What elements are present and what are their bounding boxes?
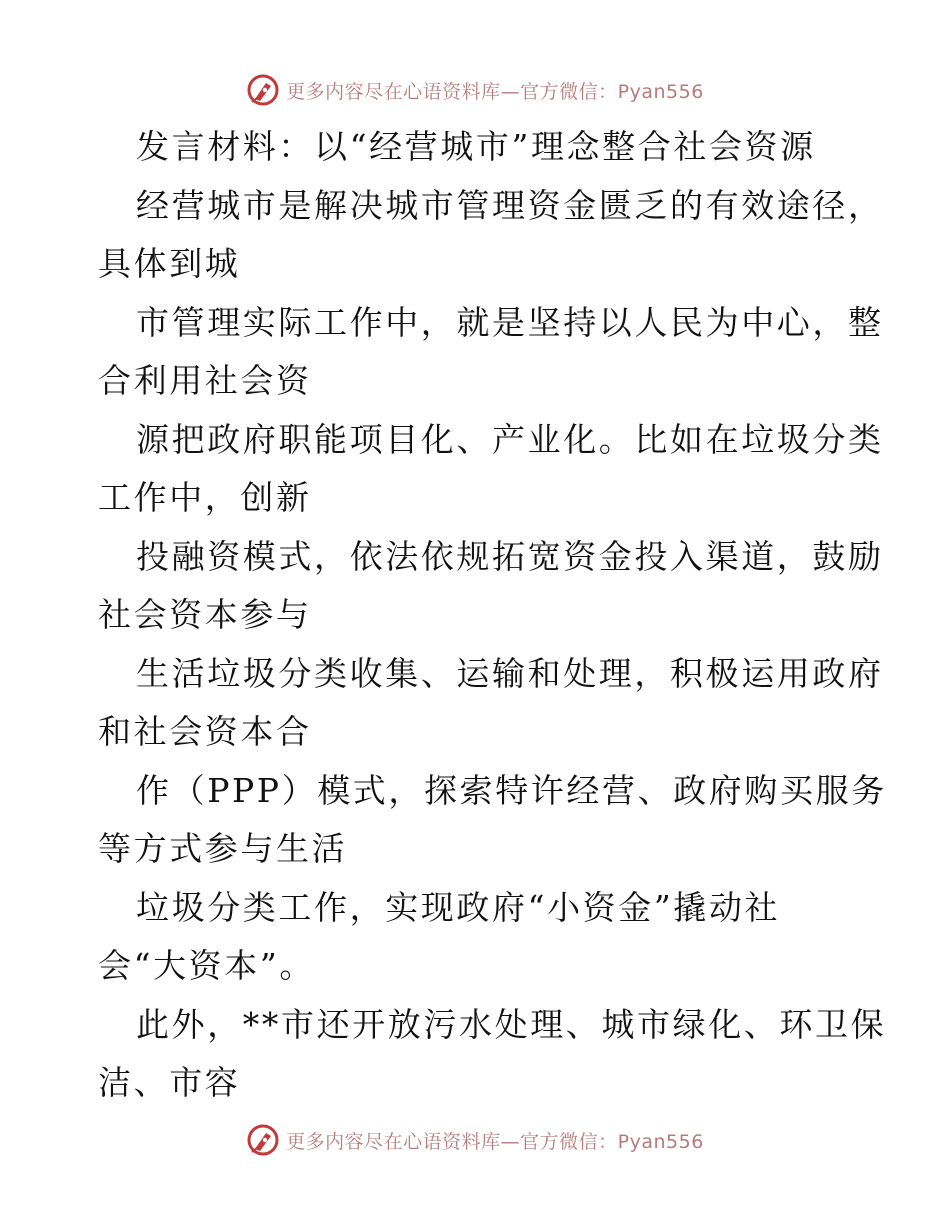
text-line: 垃圾分类工作，实现政府“小资金”撬动社 bbox=[136, 888, 781, 927]
text-line: 等方式参与生活 bbox=[98, 829, 348, 868]
text-line: 投融资模式，依法依规拓宽资金投入渠道，鼓励 bbox=[136, 537, 884, 576]
text-line: 经营城市是解决城市管理资金匮乏的有效途径， bbox=[136, 186, 884, 225]
text-line: 此外，**市还开放污水处理、城市绿化、环卫保 bbox=[136, 1005, 887, 1044]
text-line: 工作中，创新 bbox=[98, 478, 312, 517]
watermark-text: 更多内容尽在心语资料库—官方微信：Pyan556 bbox=[286, 1130, 704, 1153]
text-line: 作（PPP）模式，探索特许经营、政府购买服务 bbox=[136, 771, 887, 810]
pen-nib-logo-icon bbox=[246, 73, 280, 107]
footer-watermark bbox=[0, 1122, 950, 1158]
text-line: 具体到城 bbox=[98, 244, 241, 283]
text-line: 社会资本参与 bbox=[98, 595, 312, 634]
header-watermark bbox=[0, 72, 950, 108]
document-title: 发言材料：以“经营城市”理念整合社会资源 bbox=[136, 127, 816, 166]
pen-nib-logo-icon bbox=[246, 1123, 280, 1157]
text-line: 合利用社会资 bbox=[98, 361, 312, 400]
text-line: 生活垃圾分类收集、运输和处理，积极运用政府 bbox=[136, 654, 884, 693]
text-line: 和社会资本合 bbox=[98, 712, 312, 751]
text-line: 会“大资本”。 bbox=[98, 946, 315, 985]
watermark-text: 更多内容尽在心语资料库—官方微信：Pyan556 bbox=[286, 80, 704, 103]
text-line: 源把政府职能项目化、产业化。比如在垃圾分类 bbox=[136, 420, 884, 459]
text-line: 洁、市容 bbox=[98, 1063, 241, 1102]
text-line: 市管理实际工作中，就是坚持以人民为中心，整 bbox=[136, 303, 884, 342]
